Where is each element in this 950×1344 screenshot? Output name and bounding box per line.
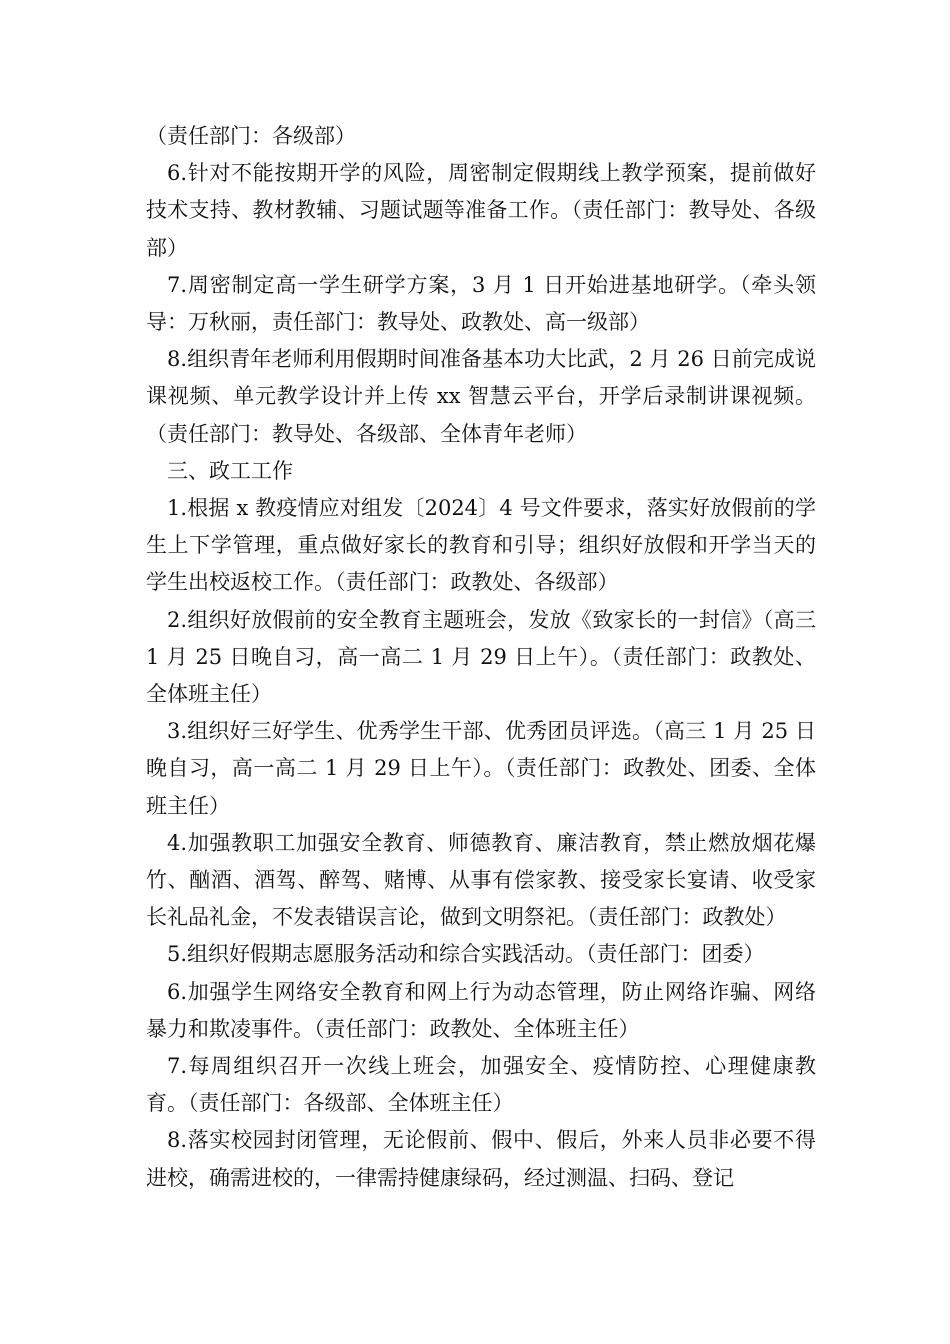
paragraph-item-8: 8.组织青年老师利用假期时间准备基本功大比武，2 月 26 日前完成说课视频、单元教学设计并上传 xx 智慧云平台，开学后录制讲课视频。（责任部门：教导处、各级部、全体青年老师） (146, 347, 816, 446)
paragraph-item-1: 1.根据 x 教疫情应对组发〔2024〕4 号文件要求，落实好放假前的学生上下学管理，重点做好家长的教育和引导；组织好放假和开学当天的学生出校返校工作。（责任部门：政教处、各级部） (146, 496, 816, 595)
paragraph-item-7: 7.周密制定高一学生研学方案，3 月 1 日开始进基地研学。（牵头领导：万秋丽，责任部门：教导处、政教处、高一级部） (146, 272, 816, 335)
paragraph-item-2: 2.组织好放假前的安全教育主题班会，发放《致家长的一封信》（高三 1 月 25 日晚自习，高一高二 1 月 29 日上午）。（责任部门：政教处、全体班主任） (146, 607, 823, 707)
document-body (146, 118, 823, 1197)
paragraph-continuation: （责任部门：各级部） (146, 124, 356, 148)
paragraph-item-6b: 6.加强学生网络安全教育和网上行为动态管理，防止网络诈骗、网络暴力和欺凌事件。（责任部门：政教处、全体班主任） (146, 979, 816, 1041)
paragraph-item-7b: 7.每周组织召开一次线上班会，加强安全、疫情防控、心理健康教育。（责任部门：各级部、全体班主任） (146, 1054, 816, 1116)
paragraph-item-6: 6.针对不能按期开学的风险，周密制定假期线上教学预案，提前做好技术支持、教材教辅、习题试题等准备工作。（责任部门：教导处、各级部） (146, 161, 816, 260)
paragraph-item-5: 5.组织好假期志愿服务活动和综合实践活动。（责任部门：团委） (167, 942, 765, 967)
paragraph-item-3: 3.组织好三好学生、优秀学生干部、优秀团员评选。（高三 1 月 25 日晚自习，高一高二 1 月 29 日上午）。（责任部门：政教处、团委、全体班主任） (146, 719, 816, 818)
section-heading: 三、政工工作 (167, 458, 293, 483)
paragraph-item-8b: 8.落实校园封闭管理，无论假前、假中、假后，外来人员非必要不得进校，确需进校的，一律需持健康绿码，经过测温、扫码、登记 (146, 1128, 816, 1190)
paragraph-item-4: 4.加强教职工加强安全教育、师德教育、廉洁教育，禁止燃放烟花爆竹、酗酒、酒驾、醉驾、赌博、从事有偿家教、接受家长宴请、收受家长礼品礼金，不发表错误言论，做到文明祭祀。（责任部门：政教处） (146, 830, 816, 930)
